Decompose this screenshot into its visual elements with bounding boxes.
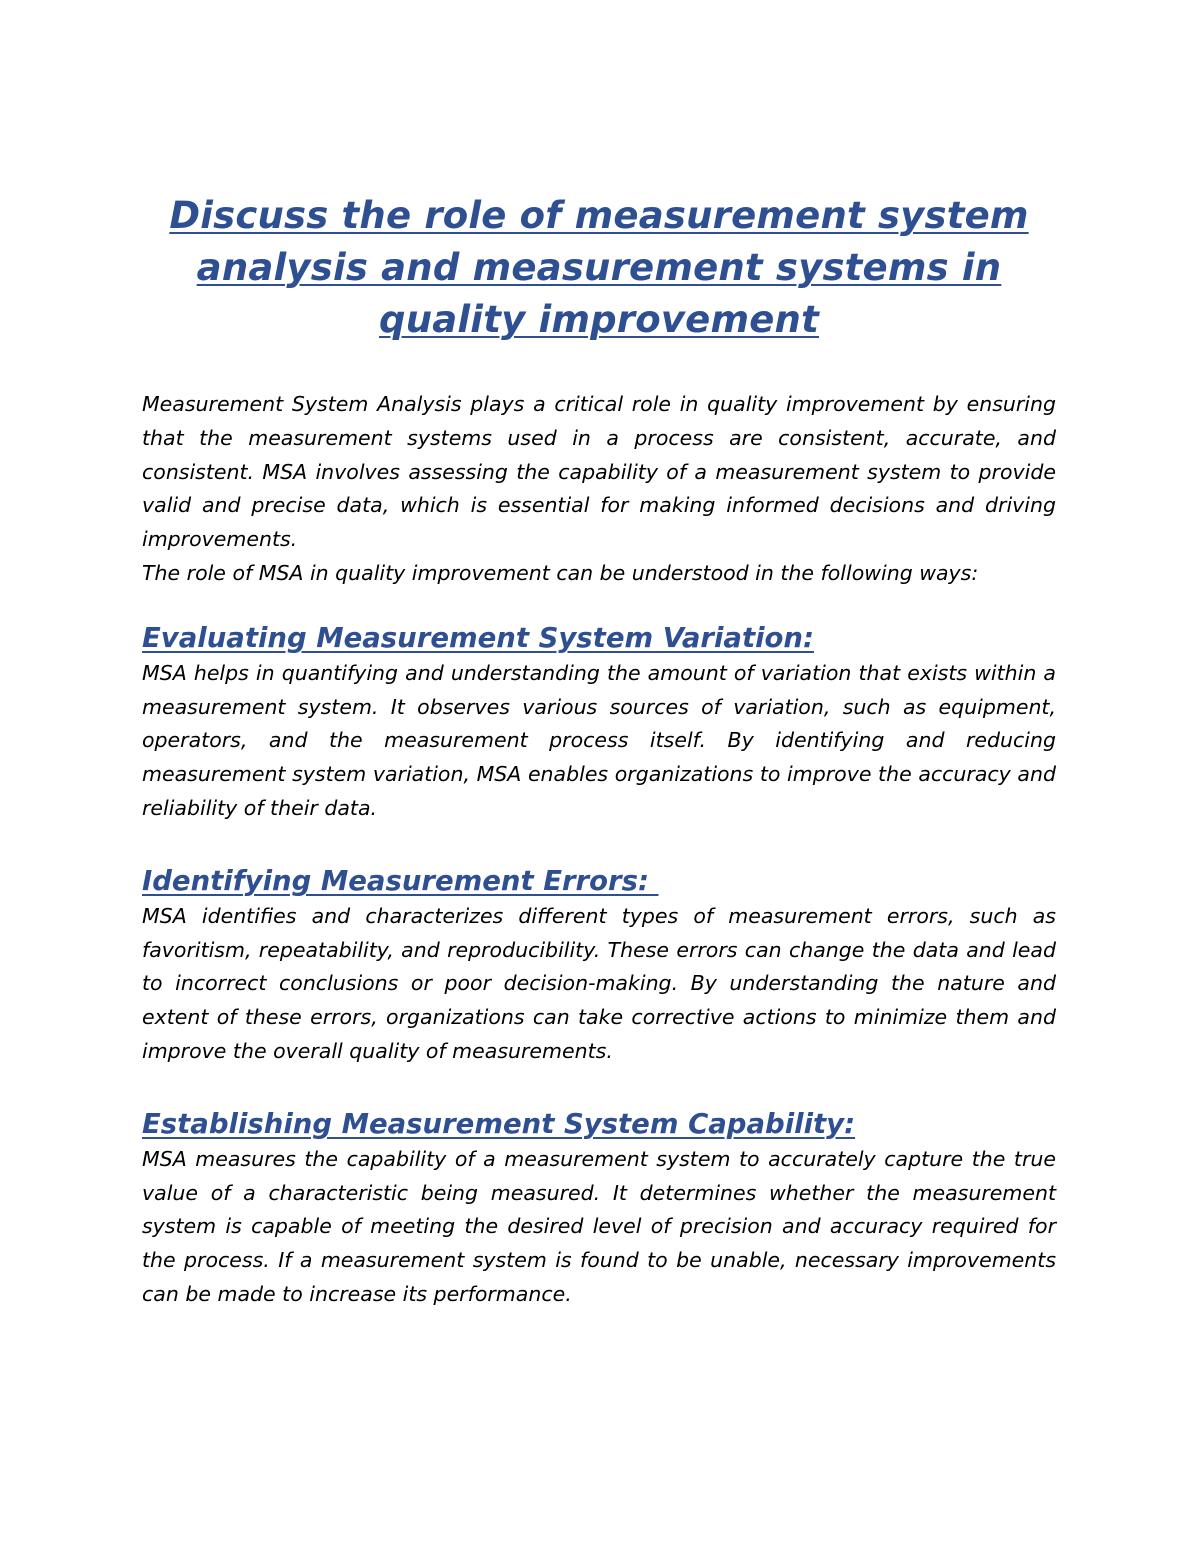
- section-body-errors: MSA identifies and characterizes different types of measurement errors, such as favoritism, repeatability, and reproducibility. These errors can change the data and lead to incorrect conclusions or poor decision-making. By understanding the nature and extent of these errors, organizations can take corrective actions to minimize them and improve the overall quality of measurements.: [142, 903, 1056, 1063]
- document-page: [142, 190, 1056, 1312]
- section-heading-errors: Identifying Measurement Errors:: [142, 864, 659, 897]
- section-heading-variation: Evaluating Measurement System Variation:: [142, 621, 814, 654]
- document-title: Discuss the role of measurement system analysis and measurement systems in quality improvement: [169, 194, 1029, 341]
- section-heading-capability: Establishing Measurement System Capability:: [142, 1107, 856, 1140]
- intro-paragraph: Measurement System Analysis plays a critical role in quality improvement by ensuring that the measurement systems used in a process are consistent, accurate, and consistent. MSA involves assessing the capability of a measurement system to provide valid and precise data, which is essential for making informed decisions and driving improvements.: [142, 392, 1056, 552]
- intro-followup-paragraph: The role of MSA in quality improvement can be understood in the following ways:: [142, 560, 979, 585]
- section-body-capability: MSA measures the capability of a measurement system to accurately capture the true value of a characteristic being measured. It determines whether the measurement system is capable of meeting the desired level of precision and accuracy required for the process. If a measurement system is found to be unable, necessary improvements can be made to increase its performance.: [142, 1146, 1056, 1306]
- section-body-variation: MSA helps in quantifying and understanding the amount of variation that exists within a measurement system. It observes various sources of variation, such as equipment, operators, and the measurement process itself. By identifying and reducing measurement system variation, MSA enables organizations to improve the accuracy and reliability of their data.: [142, 660, 1056, 820]
